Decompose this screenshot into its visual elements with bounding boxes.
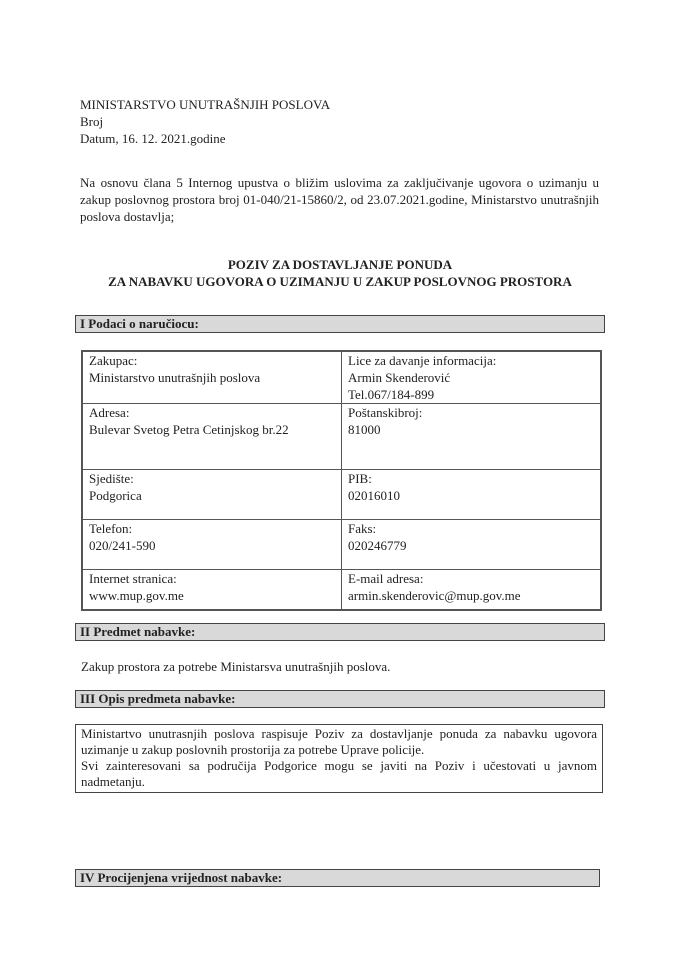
table-row [82,570,601,610]
cell-value: Ministarstvo unutrašnjih poslova [89,370,261,385]
datum: Datum, 16. 12. 2021.godine [80,131,226,146]
cell-value: 020246779 [348,538,407,553]
section-4-heading: IV Procijenjena vrijednost nabavke: [75,869,600,887]
section-3-box [75,724,603,793]
cell-label: Internet stranica: [89,571,177,586]
cell-label: Telefon: [89,521,133,536]
cell-label: Adresa: [89,405,130,420]
letterhead [80,96,330,147]
cell-value: 02016010 [348,488,400,503]
table-row [82,520,601,570]
intro-paragraph: Na osnovu člana 5 Internog upustva o bližim uslovima za zaključivanje ugovora o uzimanju u zakup poslovnog prostora broj 01-040/21-15860/2, od 23.07.2021.godine, Ministarstvo unutrašnjih poslova dostavlja; [80,175,599,224]
section-3-heading: III Opis predmeta nabavke: [75,690,605,708]
cell-label: PIB: [348,471,372,486]
section-2-heading: II Predmet nabavke: [75,623,605,641]
cell-label: Faks: [348,521,377,536]
contact-table [81,350,602,611]
section-3-line2: Svi zainteresovani sa područija Podgorice mogu se javiti na Poziv i učestovati u javnom nadmetanju. [81,758,597,789]
cell-value: www.mup.gov.me [89,588,184,603]
section-2-text: Zakup prostora za potrebe Ministarsva unutrašnjih poslova. [81,659,391,674]
doc-title-line2: ZA NABAVKU UGOVORA O UZIMANJU U ZAKUP POSLOVNOG PROSTORA [108,274,572,289]
cell-value: Armin Skenderović [348,370,451,385]
section-3-line1: Ministartvo unutrasnjih poslova raspisuje Poziv za dostavljanje ponuda za nabavku ugovora uzimanje u zakup poslovnih prostorija za potrebe Uprave policije. [81,726,597,757]
cell-value: 020/241-590 [89,538,156,553]
cell-value: Tel.067/184-899 [348,387,435,402]
cell-label: Zakupac: [89,353,138,368]
cell-label: Sjedište: [89,471,134,486]
table-row [82,470,601,520]
table-row [82,404,601,470]
cell-value: Bulevar Svetog Petra Cetinjskog br.22 [89,422,289,437]
cell-value: Podgorica [89,488,142,503]
cell-label: E-mail adresa: [348,571,424,586]
section-1-heading: I Podaci o naručiocu: [75,315,605,333]
cell-label: Poštanskibroj: [348,405,423,420]
cell-label: Lice za davanje informacija: [348,353,497,368]
cell-value: 81000 [348,422,381,437]
doc-title-line1: POZIV ZA DOSTAVLJANJE PONUDA [227,257,453,272]
org-name: MINISTARSTVO UNUTRAŠNJIH POSLOVA [80,97,331,112]
table-row [82,351,601,404]
broj: Broj [80,114,104,129]
cell-value: armin.skenderovic@mup.gov.me [348,588,521,603]
